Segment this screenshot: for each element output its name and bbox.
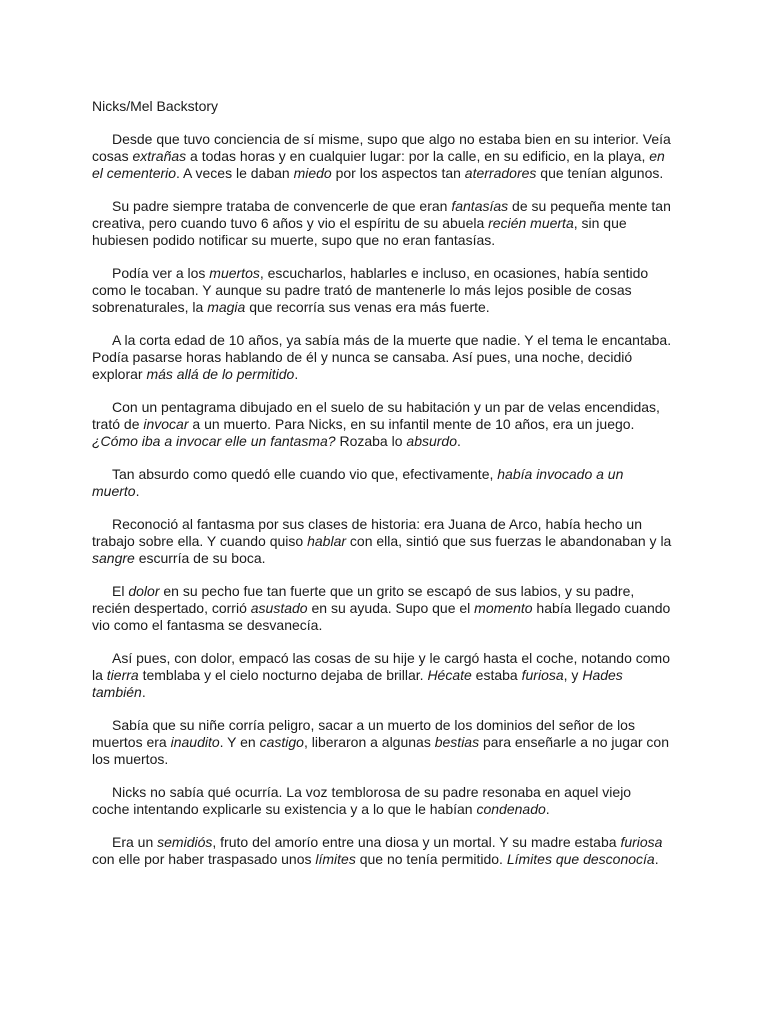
- italic-text: dolor: [128, 583, 160, 599]
- paragraph: [92, 717, 672, 768]
- text-run: .: [141, 684, 146, 700]
- text-run: Podía ver a los: [112, 265, 210, 281]
- paragraph: [92, 466, 672, 500]
- text-run: a un muerto. Para Nicks, en su infantil mente de 10 años, era un juego.: [188, 416, 635, 432]
- paragraph: [92, 784, 672, 818]
- text-run: Con un pentagrama dibujado en el suelo de su habitación y un par de velas encendidas, trató de: [92, 399, 660, 432]
- italic-text: extrañas: [132, 148, 187, 164]
- text-run: en su ayuda. Supo que el: [307, 600, 475, 616]
- text-run: . A veces le daban: [176, 165, 294, 181]
- text-run: El: [112, 583, 129, 599]
- italic-text: muertos: [209, 265, 260, 281]
- text-run: , liberaron a algunas: [303, 734, 435, 750]
- text-run: , sin que hubiesen podido notificar su muerte, supo que no eran fantasías.: [92, 215, 627, 248]
- italic-text: condenado: [476, 801, 546, 817]
- text-run: . Y en: [219, 734, 260, 750]
- italic-text: invocar: [143, 416, 189, 432]
- text-run: .: [654, 851, 659, 867]
- text-run: estaba: [471, 667, 522, 683]
- paragraph: [92, 650, 672, 701]
- text-run: , fruto del amorío entre una diosa y un mortal. Y su madre estaba: [212, 834, 621, 850]
- italic-text: había invocado a un muerto: [92, 466, 624, 499]
- text-run: por los aspectos tan: [331, 165, 465, 181]
- paragraph: [92, 265, 672, 316]
- text-run: escurría de su boca.: [134, 550, 266, 566]
- text-run: Desde que tuvo conciencia de sí misme, supo que algo no estaba bien en su interior. Veía cosas: [92, 131, 671, 164]
- italic-text: hablar: [307, 533, 347, 549]
- text-run: Su padre siempre trataba de convencerle de que eran: [112, 198, 452, 214]
- italic-text: furiosa: [620, 834, 663, 850]
- italic-text: asustado: [250, 600, 308, 616]
- italic-text: ¿Cómo iba a invocar elle un fantasma?: [92, 433, 336, 449]
- text-run: Rozaba lo: [335, 433, 407, 449]
- text-run: con ella, sintió que sus fuerzas le abandonaban y la: [346, 533, 672, 549]
- paragraph: [92, 583, 672, 634]
- text-run: Era un: [112, 834, 158, 850]
- italic-text: momento: [474, 600, 533, 616]
- italic-text: aterradores: [464, 165, 537, 181]
- text-run: en su pecho fue tan fuerte que un grito se escapó de sus labios, y su padre, recién despertado, corrió: [92, 583, 635, 616]
- italic-text: fantasías: [451, 198, 509, 214]
- italic-text: bestias: [434, 734, 480, 750]
- italic-text: semidiós: [157, 834, 213, 850]
- text-run: para enseñarle a no jugar con los muertos.: [92, 734, 670, 767]
- paragraph: [92, 399, 672, 450]
- paragraph: [92, 131, 672, 182]
- italic-text: Límites que desconocía: [506, 851, 655, 867]
- document-page: [92, 98, 672, 884]
- text-run: con elle por haber traspasado unos: [92, 851, 316, 867]
- text-run: temblaba y el cielo nocturno dejaba de brillar.: [138, 667, 428, 683]
- paragraph: [92, 332, 672, 383]
- text-run: que no tenía permitido.: [355, 851, 507, 867]
- italic-text: en el cementerio: [92, 148, 665, 181]
- italic-text: Hécate: [427, 667, 472, 683]
- text-run: , escucharlos, hablarles e incluso, en ocasiones, había sentido como le tocaban. Y aunque su padre trató de mantenerle lo más lejos posible de cosas sobrenaturales, la: [92, 265, 649, 315]
- italic-text: miedo: [293, 165, 332, 181]
- italic-text: más allá de lo permitido: [146, 366, 295, 382]
- text-run: A la corta edad de 10 años, ya sabía más de la muerte que nadie. Y el tema le encantaba. Podía pasarse horas hablando de él y nunca se cansaba. Así pues, una noche, decidió explorar: [92, 332, 672, 382]
- text-run: que tenían algunos.: [536, 165, 664, 181]
- text-run: Así pues, con dolor, empacó las cosas de su hije y le cargó hasta el coche, notando como la: [92, 650, 670, 683]
- paragraph: [92, 198, 672, 249]
- document-title: Nicks/Mel Backstory: [92, 98, 219, 114]
- italic-text: límites: [315, 851, 356, 867]
- text-run: .: [545, 801, 550, 817]
- italic-text: recién muerta: [488, 215, 574, 231]
- text-run: Tan absurdo como quedó elle cuando vio que, efectivamente,: [112, 466, 498, 482]
- text-run: que recorría sus venas era más fuerte.: [245, 299, 490, 315]
- text-run: , y: [563, 667, 583, 683]
- text-run: .: [294, 366, 299, 382]
- paragraph: [92, 834, 672, 868]
- italic-text: inaudito: [170, 734, 220, 750]
- italic-text: absurdo: [406, 433, 457, 449]
- italic-text: tierra: [106, 667, 139, 683]
- text-run: de su pequeña mente tan creativa, pero cuando tuvo 6 años y vio el espíritu de su abuela: [92, 198, 671, 231]
- text-run: Nicks no sabía qué ocurría. La voz temblorosa de su padre resonaba en aquel viejo coche intentando explicarle su existencia y a lo que le habían: [92, 784, 632, 817]
- italic-text: Hades también: [92, 667, 623, 700]
- text-run: .: [457, 433, 461, 449]
- text-run: Reconoció al fantasma por sus clases de historia: era Juana de Arco, había hecho un trabajo sobre ella. Y cuando quiso: [92, 516, 642, 549]
- text-run: a todas horas y en cualquier lugar: por la calle, en su edificio, en la playa,: [186, 148, 650, 164]
- italic-text: castigo: [259, 734, 304, 750]
- text-run: Sabía que su niñe corría peligro, sacar a un muerto de los dominios del señor de los muertos era: [92, 717, 635, 750]
- paragraph: [92, 516, 672, 567]
- text-run: .: [135, 483, 140, 499]
- italic-text: sangre: [92, 550, 135, 566]
- italic-text: magia: [207, 299, 246, 315]
- document-body: [92, 131, 672, 868]
- italic-text: furiosa: [521, 667, 564, 683]
- text-run: había llegado cuando vio como el fantasma se desvanecía.: [92, 600, 671, 633]
